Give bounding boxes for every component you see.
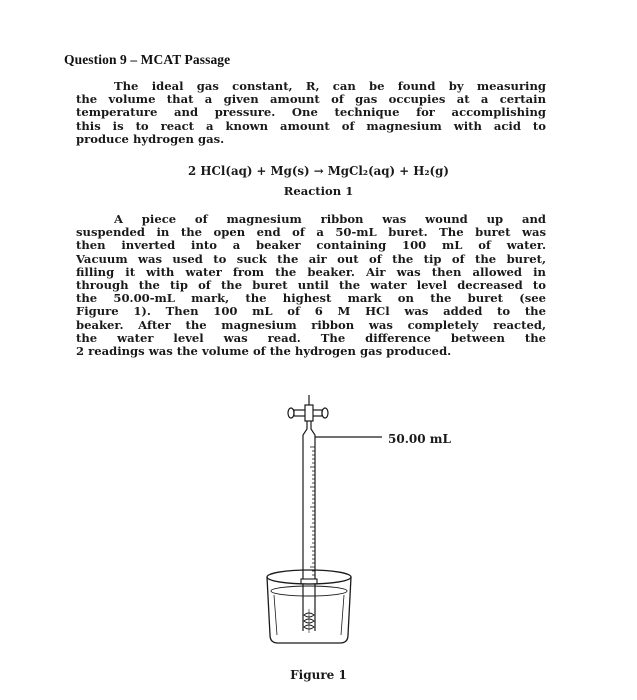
paragraph-line: the water level was read. The difference between the xyxy=(76,330,546,345)
paragraph-line: The ideal gas constant, R, can be found by measuring xyxy=(114,79,546,93)
figure-caption: Figure 1 xyxy=(290,668,347,682)
paragraph-line: temperature and pressure. One technique for accomplishing xyxy=(76,105,546,120)
paragraph-line: A piece of magnesium ribbon was wound up and xyxy=(114,212,546,226)
reaction-equation: 2 HCl(aq) + Mg(s) → MgCl₂(aq) + H₂(g) xyxy=(188,164,449,178)
paragraph-line: filling it with water from the beaker. Air was then allowed in xyxy=(76,264,546,279)
buret-graduations xyxy=(310,447,315,575)
paragraph-line: through the tip of the buret until the water level decreased to xyxy=(76,278,546,293)
passage-paragraph-1 xyxy=(76,80,546,146)
buret-clamp xyxy=(301,579,317,584)
paragraph-line: the 50.00-mL mark, the highest mark on the buret (see xyxy=(76,291,546,306)
paragraph-line: 2 readings was the volume of the hydrogen gas produced. xyxy=(76,344,452,359)
reaction-label: Reaction 1 xyxy=(283,184,354,198)
paragraph-line: beaker. After the magnesium ribbon was completely reacted, xyxy=(76,317,546,332)
magnesium-ribbon xyxy=(304,609,314,633)
paragraph-line: suspended in the open end of a 50-mL buret. The buret was xyxy=(76,225,546,240)
paragraph-line: this is to react a known amount of magnesium with acid to xyxy=(76,118,546,133)
question-title: Question 9 – MCAT Passage xyxy=(64,52,231,67)
passage-paragraph-2 xyxy=(76,213,546,358)
paragraph-line: produce hydrogen gas. xyxy=(76,131,225,146)
paragraph-line: Vacuum was used to suck the air out of the tip of the buret, xyxy=(76,251,546,266)
paragraph-line: Figure 1). Then 100 mL of 6 M HCl was added to the xyxy=(76,304,546,319)
paragraph-line: the volume that a given amount of gas occupies at a certain xyxy=(76,92,546,107)
buret-figure xyxy=(230,395,490,665)
buret-mark-label: 50.00 mL xyxy=(388,432,451,446)
paragraph-line: then inverted into a beaker containing 100 mL of water. xyxy=(76,238,546,253)
stopcock xyxy=(288,395,328,421)
